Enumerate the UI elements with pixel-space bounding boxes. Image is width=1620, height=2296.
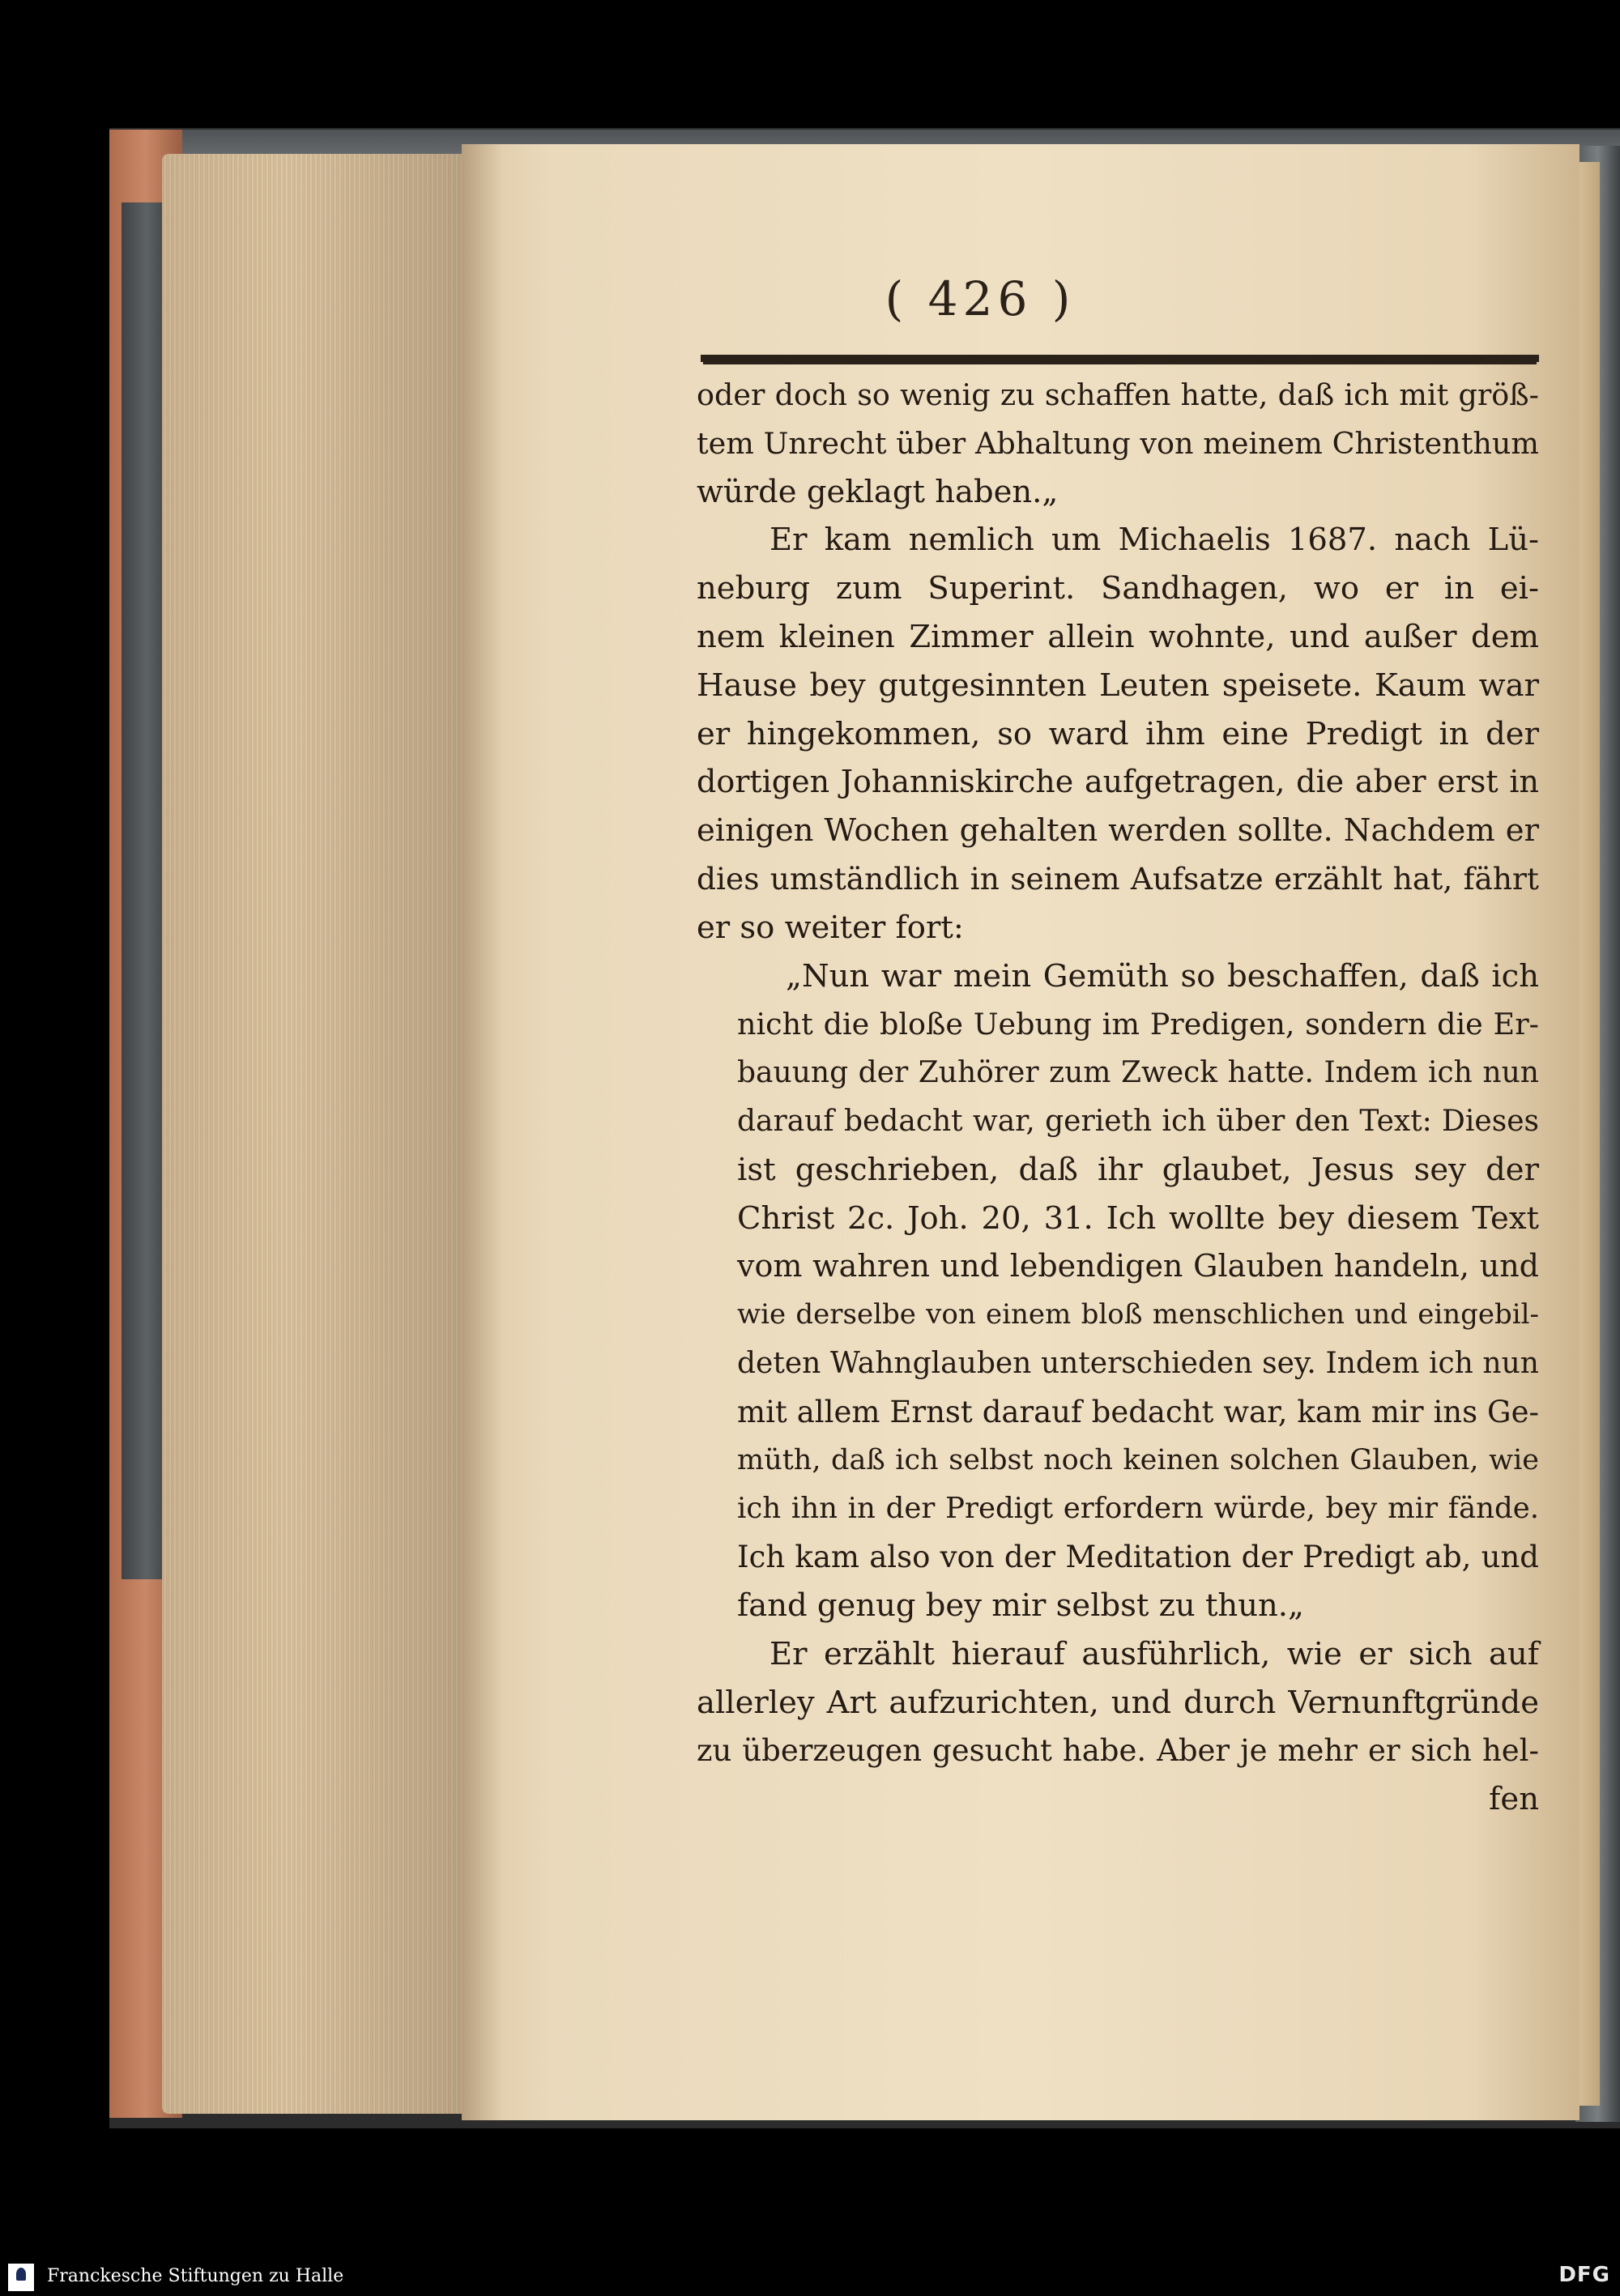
text-line: nem kleinen Zimmer allein wohnte, und außer dem bbox=[697, 618, 1539, 655]
text-line: oder doch so wenig zu schaffen hatte, daß ich mit größ- bbox=[697, 377, 1539, 412]
text-line: neburg zum Superint. Sandhagen, wo er in ei- bbox=[697, 570, 1539, 607]
page-block-shadow bbox=[162, 154, 470, 2114]
dfg-logo: DFG bbox=[1558, 2263, 1610, 2287]
text-line: würde geklagt haben.„ bbox=[697, 473, 1059, 510]
text-line: er hingekommen, so ward ihm eine Predigt in der bbox=[697, 715, 1539, 752]
institution-logo-icon bbox=[16, 2268, 26, 2281]
text-line: einigen Wochen gehalten werden sollte. Nachdem er bbox=[697, 812, 1539, 850]
text-line: fand genug bey mir selbst zu thun.„ bbox=[737, 1587, 1304, 1624]
page-text bbox=[697, 371, 1539, 1824]
institution-name: Franckesche Stiftungen zu Halle bbox=[47, 2266, 344, 2286]
text-line: mit allem Ernst darauf bedacht war, kam mir ins Ge- bbox=[737, 1394, 1539, 1429]
text-line: deten Wahnglauben unterschieden sey. Indem ich nun bbox=[737, 1346, 1539, 1380]
text-line: Ich kam also von der Meditation der Predigt ab, und bbox=[737, 1540, 1539, 1575]
text-line: er so weiter fort: bbox=[697, 909, 964, 946]
text-line: darauf bedacht war, gerieth ich über den Text: Dieses bbox=[737, 1104, 1539, 1138]
text-line: Er erzählt hierauf ausführlich, wie er sich auf bbox=[770, 1635, 1539, 1672]
text-line: dies umständlich in seinem Aufsatze erzählt hat, fährt bbox=[697, 860, 1539, 897]
text-line: tem Unrecht über Abhaltung von meinem Christenthum bbox=[697, 425, 1539, 461]
text-line: dortigen Johanniskirche aufgetragen, die aber erst in bbox=[697, 764, 1539, 800]
catchword: fen bbox=[1489, 1781, 1539, 1818]
text-line: Christ 2c. Joh. 20, 31. Ich wollte bey diesem Text bbox=[737, 1199, 1539, 1237]
page-number: ( 426 ) bbox=[885, 271, 1076, 326]
text-line: zu überzeugen gesucht habe. Aber je mehr er sich hel- bbox=[697, 1733, 1539, 1769]
text-line: wie derselbe von einem bloß menschlichen und eingebil- bbox=[737, 1298, 1539, 1331]
text-line: bauung der Zuhörer zum Zweck hatte. Indem ich nun bbox=[737, 1056, 1539, 1090]
page-gutter-shadow bbox=[462, 144, 502, 2120]
header-rule bbox=[701, 355, 1539, 362]
text-line: vom wahren und lebendigen Glauben handeln, und bbox=[737, 1248, 1539, 1284]
text-line: nicht die bloße Uebung im Predigen, sondern die Er- bbox=[737, 1007, 1539, 1042]
text-line: Hause bey gutgesinnten Leuten speisete. Kaum war bbox=[697, 667, 1539, 704]
text-line: ist geschrieben, daß ihr glaubet, Jesus sey der bbox=[737, 1151, 1539, 1188]
text-line: ich ihn in der Predigt erfordern würde, bey mir fände. bbox=[737, 1492, 1539, 1526]
text-line: Er kam nemlich um Michaelis 1687. nach Lü- bbox=[770, 522, 1539, 559]
text-line: allerley Art aufzurichten, und durch Vernunftgründe bbox=[697, 1684, 1539, 1721]
text-line: müth, daß ich selbst noch keinen solchen Glauben, wie bbox=[737, 1443, 1539, 1476]
text-line: „Nun war mein Gemüth so beschaffen, daß ich bbox=[786, 957, 1539, 995]
